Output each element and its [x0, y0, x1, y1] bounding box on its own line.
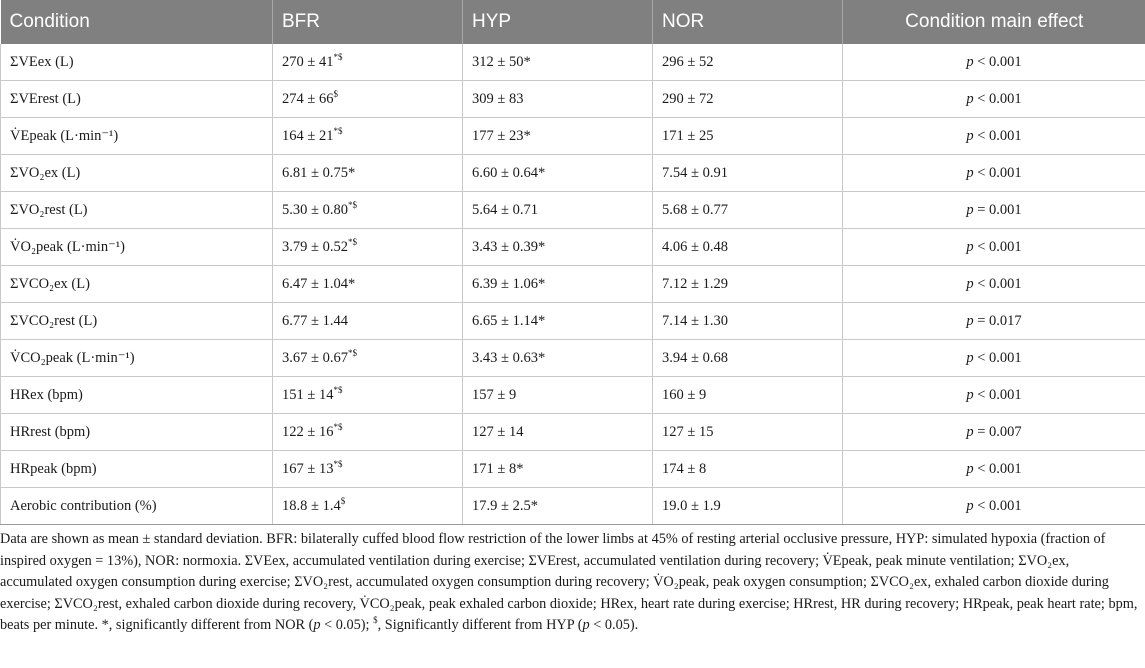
footnote-text: , Significantly different from HYP (	[377, 617, 583, 633]
hyp-value: 157 ± 9	[472, 386, 517, 403]
row-label: ΣVO₂rest (L)	[1, 192, 273, 229]
row-label: ΣVErest (L)	[1, 81, 273, 118]
main-effect-value: = 0.007	[973, 423, 1022, 440]
table-row	[1, 414, 1145, 451]
bfr-value: 18.8 ± 1.4	[282, 497, 341, 514]
bfr-mark: *$	[333, 384, 343, 395]
footnote-text: , accumulated oxygen consumption during recovery;	[348, 574, 654, 590]
main-effect-value: < 0.001	[973, 460, 1022, 477]
nor-value: 7.14 ± 1.30	[662, 312, 728, 329]
nor-value: 4.06 ± 0.48	[662, 238, 728, 255]
p-symbol: p	[966, 275, 974, 292]
table-row	[1, 303, 1145, 340]
bfr-cell	[273, 340, 463, 377]
nor-value: 174 ± 8	[662, 460, 707, 477]
main-effect-value: = 0.017	[973, 312, 1022, 329]
nor-value: 19.0 ± 1.9	[662, 497, 721, 514]
row-label: HRpeak (bpm)	[1, 451, 273, 488]
bfr-mark: *$	[347, 347, 357, 358]
bfr-value: 6.47 ± 1.04*	[282, 275, 356, 292]
nor-value: 7.12 ± 1.29	[662, 275, 728, 292]
footnote-text: Data are shown as mean ± standard deviation. BFR: bilaterally cuffed blood flow restriction of the lower limbs at 45% of resting arterial occlusive pressure, HYP: simulated hypoxia (fraction of inspired oxygen = 13%), NOR: normoxia. ΣVEex, accumulated ventilation during exercise; ΣVErest, accumulated ventilation during recovery;	[0, 531, 1106, 569]
nor-cell	[653, 229, 843, 266]
main-effect-value: < 0.001	[973, 90, 1022, 107]
table-body	[1, 44, 1145, 525]
main-effect-value: < 0.001	[973, 349, 1022, 366]
footnote-text: , accumulated oxygen consumption during exercise;	[0, 552, 1070, 590]
nor-cell	[653, 118, 843, 155]
table-row	[1, 155, 1145, 192]
row-label: V̇Epeak (L·min⁻¹)	[1, 118, 273, 155]
main-effect-cell	[843, 303, 1145, 340]
main-effect-value: < 0.001	[973, 127, 1022, 144]
bfr-cell	[273, 451, 463, 488]
p-symbol: p	[966, 497, 974, 514]
p-symbol: p	[966, 53, 974, 70]
main-effect-value: < 0.001	[973, 275, 1022, 292]
bfr-value: 270 ± 41	[282, 53, 334, 70]
bfr-value: 167 ± 13	[282, 460, 334, 477]
bfr-value: 3.67 ± 0.67	[282, 349, 348, 366]
row-label: V̇O₂peak (L·min⁻¹)	[1, 229, 273, 266]
footnote-abbrev: ΣVO₂ex	[1018, 552, 1066, 569]
footnote-abbrev: V̇O₂peak	[653, 574, 706, 590]
table-row	[1, 44, 1145, 81]
hyp-cell	[463, 118, 653, 155]
nor-cell	[653, 192, 843, 229]
nor-cell	[653, 81, 843, 118]
hyp-cell	[463, 192, 653, 229]
main-effect-cell	[843, 266, 1145, 303]
bfr-value: 274 ± 66	[282, 90, 334, 107]
header-condition: Condition	[1, 0, 273, 44]
p-symbol: p	[966, 423, 974, 440]
hyp-value: 6.65 ± 1.14*	[472, 312, 546, 329]
hyp-value: 6.60 ± 0.64*	[472, 164, 546, 181]
row-label: HRrest (bpm)	[1, 414, 273, 451]
header-nor: NOR	[653, 0, 843, 44]
row-label: V̇CO₂peak (L·min⁻¹)	[1, 340, 273, 377]
nor-value: 127 ± 15	[662, 423, 714, 440]
hyp-cell	[463, 377, 653, 414]
table-row	[1, 192, 1145, 229]
bfr-cell	[273, 44, 463, 81]
bfr-mark: *$	[347, 199, 357, 210]
bfr-cell	[273, 266, 463, 303]
row-label: HRex (bpm)	[1, 377, 273, 414]
p-symbol: p	[966, 386, 974, 403]
bfr-value: 5.30 ± 0.80	[282, 201, 348, 218]
p-symbol: p	[966, 238, 974, 255]
table-footnote	[0, 529, 1140, 637]
row-label: ΣVCO₂ex (L)	[1, 266, 273, 303]
main-effect-cell	[843, 340, 1145, 377]
nor-cell	[653, 340, 843, 377]
nor-cell	[653, 488, 843, 525]
hyp-cell	[463, 81, 653, 118]
row-label: Aerobic contribution (%)	[1, 488, 273, 525]
main-effect-cell	[843, 377, 1145, 414]
bfr-value: 3.79 ± 0.52	[282, 238, 348, 255]
bfr-cell	[273, 155, 463, 192]
main-effect-cell	[843, 414, 1145, 451]
p-symbol: p	[966, 460, 974, 477]
footnote-text: , exhaled carbon dioxide during recovery,	[118, 595, 360, 612]
hyp-cell	[463, 155, 653, 192]
header-hyp: HYP	[463, 0, 653, 44]
main-effect-cell	[843, 155, 1145, 192]
p-symbol: p	[966, 349, 974, 366]
bfr-cell	[273, 81, 463, 118]
main-effect-value: < 0.001	[973, 164, 1022, 181]
bfr-value: 6.77 ± 1.44	[282, 312, 348, 329]
nor-cell	[653, 44, 843, 81]
nor-cell	[653, 451, 843, 488]
nor-value: 290 ± 72	[662, 90, 714, 107]
main-effect-cell	[843, 192, 1145, 229]
p-symbol: p	[966, 201, 974, 218]
hyp-value: 3.43 ± 0.63*	[472, 349, 546, 366]
p-symbol: p	[313, 617, 321, 633]
footnote-abbrev: ΣVCO₂rest	[54, 595, 119, 612]
hyp-value: 17.9 ± 2.5*	[472, 497, 538, 514]
row-label: ΣVO₂ex (L)	[1, 155, 273, 192]
table-row	[1, 377, 1145, 414]
p-symbol: p	[966, 164, 974, 181]
table-row	[1, 229, 1145, 266]
bfr-cell	[273, 414, 463, 451]
bfr-mark: *$	[333, 421, 343, 432]
nor-value: 171 ± 25	[662, 127, 714, 144]
hyp-value: 171 ± 8*	[472, 460, 524, 477]
footnote-abbrev: ΣVO₂rest	[294, 574, 349, 590]
main-effect-value: < 0.001	[973, 497, 1022, 514]
nor-cell	[653, 414, 843, 451]
dollar-mark: $	[373, 615, 378, 626]
footnote-abbrev: V̇CO₂peak	[359, 595, 422, 612]
footnote-text: < 0.05).	[589, 617, 639, 633]
main-effect-value: = 0.001	[973, 201, 1022, 218]
p-symbol: p	[966, 312, 974, 329]
header-bfr: BFR	[273, 0, 463, 44]
bfr-value: 151 ± 14	[282, 386, 334, 403]
p-symbol: p	[966, 90, 974, 107]
hyp-cell	[463, 451, 653, 488]
bfr-value: 6.81 ± 0.75*	[282, 164, 356, 181]
bfr-value: 122 ± 16	[282, 423, 334, 440]
hyp-cell	[463, 414, 653, 451]
header-row	[1, 0, 1145, 44]
nor-value: 3.94 ± 0.68	[662, 349, 728, 366]
hyp-value: 127 ± 14	[472, 423, 524, 440]
p-symbol: p	[582, 617, 590, 633]
bfr-cell	[273, 192, 463, 229]
main-effect-cell	[843, 118, 1145, 155]
nor-cell	[653, 266, 843, 303]
footnote-text: , exhaled carbon dioxide during exercise;	[0, 574, 1109, 612]
bfr-cell	[273, 229, 463, 266]
hyp-value: 3.43 ± 0.39*	[472, 238, 546, 255]
nor-cell	[653, 377, 843, 414]
row-label: ΣVEex (L)	[1, 44, 273, 81]
hyp-cell	[463, 44, 653, 81]
main-effect-cell	[843, 81, 1145, 118]
hyp-value: 312 ± 50*	[472, 53, 531, 70]
main-effect-value: < 0.001	[973, 238, 1022, 255]
table-row	[1, 266, 1145, 303]
p-symbol: p	[966, 127, 974, 144]
hyp-value: 6.39 ± 1.06*	[472, 275, 546, 292]
nor-value: 5.68 ± 0.77	[662, 201, 728, 218]
row-label: ΣVCO₂rest (L)	[1, 303, 273, 340]
bfr-cell	[273, 118, 463, 155]
footnote-text: , peak oxygen consumption;	[705, 574, 871, 590]
bfr-value: 164 ± 21	[282, 127, 334, 144]
hyp-cell	[463, 229, 653, 266]
table-row	[1, 118, 1145, 155]
table-row	[1, 488, 1145, 525]
nor-value: 160 ± 9	[662, 386, 707, 403]
main-effect-cell	[843, 229, 1145, 266]
footnote-abbrev: ΣVCO₂ex	[870, 574, 928, 590]
table-row	[1, 81, 1145, 118]
main-effect-cell	[843, 488, 1145, 525]
footnote-text: < 0.05);	[320, 617, 374, 633]
bfr-cell	[273, 488, 463, 525]
hyp-value: 309 ± 83	[472, 90, 524, 107]
table-row	[1, 340, 1145, 377]
footnote-abbrev: V̇Epeak	[822, 552, 869, 569]
main-effect-value: < 0.001	[973, 53, 1022, 70]
main-effect-cell	[843, 451, 1145, 488]
bfr-cell	[273, 303, 463, 340]
hyp-value: 177 ± 23*	[472, 127, 531, 144]
main-effect-cell	[843, 44, 1145, 81]
table-row	[1, 451, 1145, 488]
footnote-text: , peak exhaled carbon dioxide; HRex, heart rate during exercise; HRrest, HR during recovery; HRpeak, peak heart rate; bpm, beats per minute. *, significantly different from NOR (	[0, 595, 1138, 633]
hyp-cell	[463, 488, 653, 525]
bfr-mark: *$	[333, 125, 343, 136]
bfr-mark: $	[333, 88, 338, 99]
bfr-mark: *$	[333, 458, 343, 469]
bfr-mark: *$	[333, 51, 343, 62]
footnote-text: , peak minute ventilation;	[868, 552, 1019, 569]
header-main-effect: Condition main effect	[843, 0, 1145, 44]
hyp-cell	[463, 340, 653, 377]
bfr-mark: $	[340, 495, 346, 506]
hyp-cell	[463, 266, 653, 303]
nor-value: 296 ± 52	[662, 53, 714, 70]
hyp-value: 5.64 ± 0.71	[472, 201, 538, 218]
nor-cell	[653, 303, 843, 340]
bfr-cell	[273, 377, 463, 414]
nor-cell	[653, 155, 843, 192]
main-effect-value: < 0.001	[973, 386, 1022, 403]
nor-value: 7.54 ± 0.91	[662, 164, 728, 181]
bfr-mark: *$	[347, 236, 357, 247]
hyp-cell	[463, 303, 653, 340]
